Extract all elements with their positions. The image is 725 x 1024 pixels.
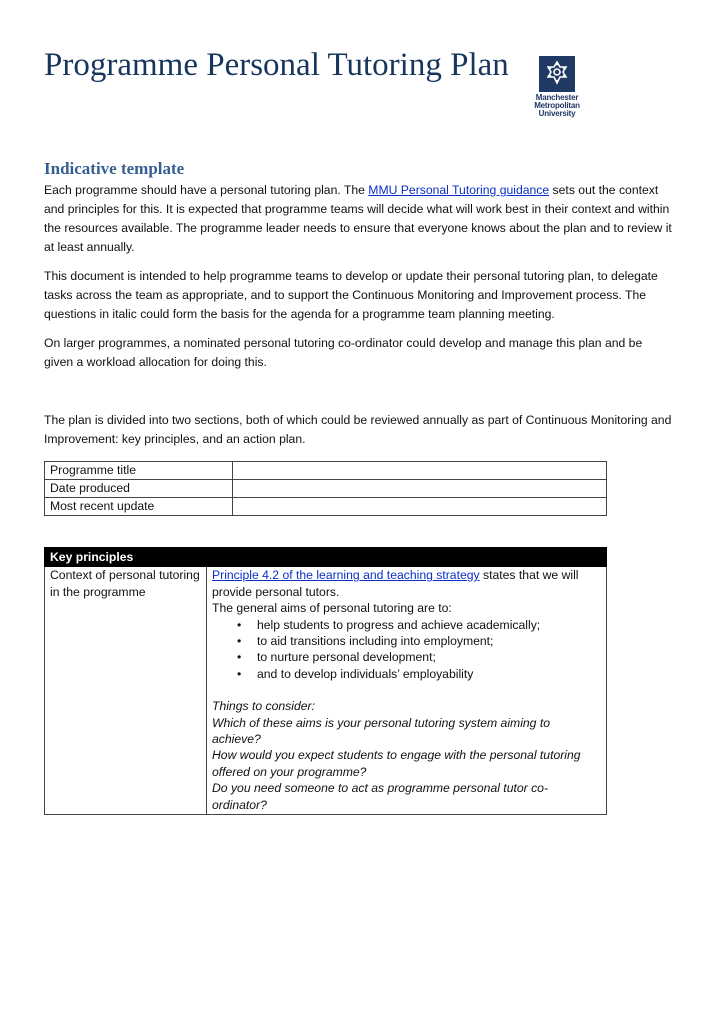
list-item: • to aid transitions including into employment; xyxy=(257,633,601,649)
list-item: • and to develop individuals’ employability xyxy=(257,666,601,682)
table-row xyxy=(45,462,607,480)
programme-title-value[interactable] xyxy=(233,462,607,480)
things-to-consider-heading: Things to consider: xyxy=(212,699,315,714)
programme-details-table xyxy=(44,461,607,516)
table-row xyxy=(45,567,607,815)
logo-line: Metropolitan xyxy=(534,101,580,110)
aims-intro: The general aims of personal tutoring are to: xyxy=(212,601,452,616)
context-label: Context of personal tutoring in the programme xyxy=(45,567,207,815)
most-recent-update-value[interactable] xyxy=(233,498,607,516)
principle-statement xyxy=(212,567,601,600)
principle-text: states that we will provide personal tutors. xyxy=(212,568,579,599)
purpose-paragraph: This document is intended to help programme teams to develop or update their personal tutoring plan, to delegate tasks across the team as appropriate, and to support the Continuous Monitoring and Improvement process. The questions in italic could form the basis for the agenda for a programme team planning meeting. xyxy=(44,269,658,321)
list-item: • help students to progress and achieve academically; xyxy=(257,617,601,633)
logo-line: Manchester xyxy=(535,93,579,102)
programme-title-label: Programme title xyxy=(45,462,233,480)
aims-list xyxy=(212,617,601,683)
mmu-crest-icon xyxy=(539,56,575,92)
key-principles-header: Key principles xyxy=(45,548,607,567)
table-header-row xyxy=(45,548,607,567)
sections-paragraph: The plan is divided into two sections, both of which could be reviewed annually as part of Continuous Monitoring and Improvement: key principles, and an action plan. xyxy=(44,413,672,446)
university-logo xyxy=(526,56,588,118)
logo-line: University xyxy=(538,109,576,118)
intro-paragraph xyxy=(44,181,674,257)
consider-question: Do you need someone to act as programme personal tutor co-ordinator? xyxy=(212,781,549,812)
context-content xyxy=(207,567,607,815)
consider-question: Which of these aims is your personal tutoring system aiming to achieve? xyxy=(212,715,551,747)
table-row xyxy=(45,498,607,516)
content-spacer xyxy=(212,682,601,698)
intro-text-start: Each programme should have a personal tutoring plan. The xyxy=(44,183,369,197)
most-recent-update-label: Most recent update xyxy=(45,498,233,516)
date-produced-label: Date produced xyxy=(45,480,233,498)
document-body xyxy=(44,158,674,815)
intro-text-end: sets out the context and principles for this. It is expected that programme teams will decide what will work best in their context and within the resources available. The programme leader needs to ensure that everyone knows about the plan and to review it at least annually. xyxy=(44,183,672,254)
key-principles-table xyxy=(44,547,607,815)
section-heading: Indicative template xyxy=(44,159,185,178)
date-produced-value[interactable] xyxy=(233,480,607,498)
personal-tutoring-guidance-link[interactable]: MMU Personal Tutoring guidance xyxy=(368,183,550,197)
learning-teaching-strategy-link[interactable]: Principle 4.2 of the learning and teaching strategy xyxy=(212,568,480,583)
table-row xyxy=(45,480,607,498)
consider-question: How would you expect students to engage with the personal tutoring offered on your programme? xyxy=(212,748,581,779)
list-item: • to nurture personal development; xyxy=(257,649,601,665)
coordinator-paragraph: On larger programmes, a nominated personal tutoring co-ordinator could develop and manage this plan and be given a workload allocation for doing this. xyxy=(44,336,643,369)
document-title: Programme Personal Tutoring Plan xyxy=(44,47,509,83)
logo-wordmark xyxy=(526,94,588,118)
paragraph-spacer xyxy=(44,382,674,411)
